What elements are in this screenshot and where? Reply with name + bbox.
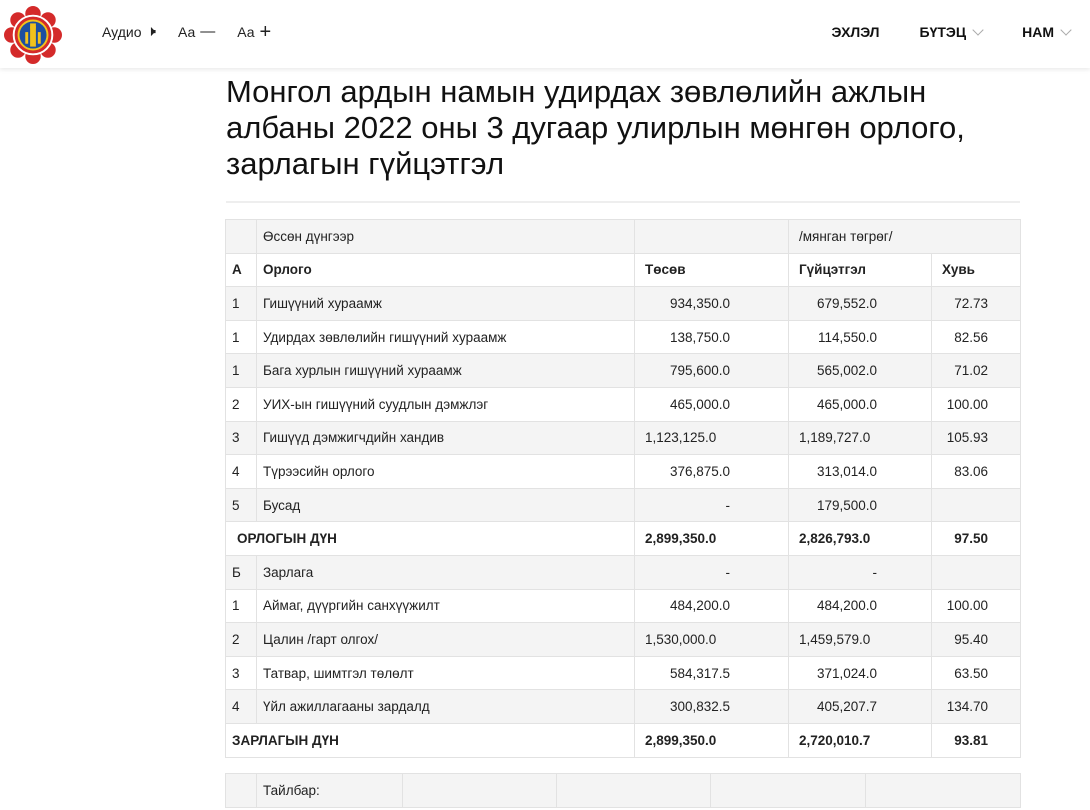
expense-budget: - (635, 555, 789, 589)
font-increase-label: Аа (237, 23, 255, 40)
row-budget: 376,875.0 (635, 455, 789, 489)
row-item: Татвар, шимтгэл төлөлт (257, 656, 635, 690)
expense-total-row (226, 723, 1021, 757)
row-actual: 179,500.0 (789, 488, 932, 522)
minus-icon: — (200, 23, 216, 40)
row-pct: 100.00 (932, 589, 1021, 623)
font-decrease-label: Аа (177, 23, 196, 40)
row-actual: 679,552.0 (789, 287, 932, 321)
row-pct: 71.02 (932, 354, 1021, 388)
row-item: Бага хурлын гишүүний хураамж (257, 354, 635, 388)
nav-home[interactable] (831, 24, 879, 40)
note-label: Тайлбар: (257, 774, 403, 808)
row-pct: 72.73 (932, 287, 1021, 321)
expense-actual: - (789, 555, 932, 589)
table-row (226, 354, 1021, 388)
row-pct: 105.93 (932, 421, 1021, 455)
unit-label: /мянган төгрөг/ (789, 220, 1021, 254)
row-pct: 83.06 (932, 455, 1021, 489)
income-total-row (226, 522, 1021, 556)
audio-label: Аудио (102, 23, 142, 40)
table-row (226, 421, 1021, 455)
font-increase-button[interactable] (237, 20, 272, 43)
row-actual: 405,207.7 (789, 690, 932, 724)
note-table (225, 773, 1021, 808)
table-row (226, 589, 1021, 623)
row-actual: 313,014.0 (789, 455, 932, 489)
row-budget: - (635, 488, 789, 522)
row-code: 1 (226, 287, 257, 321)
row-code: 3 (226, 656, 257, 690)
nav-structure-label: БҮТЭЦ (919, 24, 967, 40)
row-budget: 934,350.0 (635, 287, 789, 321)
table-row (226, 656, 1021, 690)
table-header-row (226, 253, 1021, 287)
audio-button[interactable] (102, 23, 156, 40)
expense-total-label: ЗАРЛАГЫН ДҮН (226, 723, 635, 757)
cumulative-label: Өссөн дүнгээр (257, 220, 635, 254)
table-row (226, 488, 1021, 522)
row-pct: 82.56 (932, 320, 1021, 354)
col-actual: Гүйцэтгэл (789, 253, 932, 287)
main-nav (791, 24, 1070, 40)
row-item: Үйл ажиллагааны зардалд (257, 690, 635, 724)
col-budget: Төсөв (635, 253, 789, 287)
row-actual: 565,002.0 (789, 354, 932, 388)
table-row (226, 220, 1021, 254)
row-budget: 138,750.0 (635, 320, 789, 354)
chevron-down-icon (972, 24, 983, 35)
row-actual: 371,024.0 (789, 656, 932, 690)
row-budget: 465,000.0 (635, 387, 789, 421)
finance-table (225, 219, 1021, 758)
income-total-budget: 2,899,350.0 (635, 522, 789, 556)
row-budget: 795,600.0 (635, 354, 789, 388)
row-pct: 100.00 (932, 387, 1021, 421)
row-code: 4 (226, 455, 257, 489)
row-code: 3 (226, 421, 257, 455)
table-row (226, 455, 1021, 489)
expense-code: Б (226, 555, 257, 589)
income-total-actual: 2,826,793.0 (789, 522, 932, 556)
row-pct: 134.70 (932, 690, 1021, 724)
accessibility-tools (102, 20, 293, 43)
col-code: А (226, 253, 257, 287)
party-logo[interactable] (4, 6, 62, 64)
note-row (226, 774, 1021, 808)
row-actual: 484,200.0 (789, 589, 932, 623)
expense-item: Зарлага (257, 555, 635, 589)
page-title: Монгол ардын намын удирдах зөвлөлийн ажлын албаны 2022 оны 3 дугаар улирлын мөнгөн орлого, зарлагын гүйцэтгэл (226, 74, 965, 181)
row-code: 1 (226, 589, 257, 623)
row-item: Түрээсийн орлого (257, 455, 635, 489)
col-item: Орлого (257, 253, 635, 287)
table-row (226, 320, 1021, 354)
row-item: Гишүүний хураамж (257, 287, 635, 321)
row-actual: 114,550.0 (789, 320, 932, 354)
row-budget: 584,317.5 (635, 656, 789, 690)
row-item: Цалин /гарт олгох/ (257, 623, 635, 657)
row-item: Гишүүд дэмжигчдийн хандив (257, 421, 635, 455)
row-actual: 1,189,727.0 (789, 421, 932, 455)
title-divider (226, 201, 1020, 203)
plus-icon: + (259, 20, 272, 43)
site-header (0, 0, 1090, 68)
row-item: Удирдах зөвлөлийн гишүүний хураамж (257, 320, 635, 354)
income-total-pct: 97.50 (932, 522, 1021, 556)
row-pct: 63.50 (932, 656, 1021, 690)
row-code: 5 (226, 488, 257, 522)
nav-structure[interactable] (920, 24, 983, 40)
col-pct: Хувь (932, 253, 1021, 287)
row-item: Аймаг, дүүргийн санхүүжилт (257, 589, 635, 623)
row-budget: 1,530,000.0 (635, 623, 789, 657)
nav-home-label: ЭХЛЭЛ (831, 24, 880, 40)
row-pct (932, 488, 1021, 522)
income-total-label: ОРЛОГЫН ДҮН (226, 522, 635, 556)
table-row (226, 690, 1021, 724)
table-row (226, 287, 1021, 321)
row-code: 4 (226, 690, 257, 724)
nav-party-label: НАМ (1022, 24, 1054, 40)
speaker-icon: 🕨 (146, 23, 156, 40)
row-actual: 465,000.0 (789, 387, 932, 421)
row-budget: 300,832.5 (635, 690, 789, 724)
row-code: 1 (226, 320, 257, 354)
expense-total-budget: 2,899,350.0 (635, 723, 789, 757)
table-row (226, 387, 1021, 421)
row-budget: 1,123,125.0 (635, 421, 789, 455)
row-code: 2 (226, 387, 257, 421)
row-item: Бусад (257, 488, 635, 522)
row-pct: 95.40 (932, 623, 1021, 657)
row-item: УИХ-ын гишүүний суудлын дэмжлэг (257, 387, 635, 421)
nav-party[interactable] (1022, 24, 1070, 40)
chevron-down-icon (1060, 24, 1071, 35)
row-actual: 1,459,579.0 (789, 623, 932, 657)
expense-header-row (226, 555, 1021, 589)
row-code: 1 (226, 354, 257, 388)
row-budget: 484,200.0 (635, 589, 789, 623)
table-row (226, 623, 1021, 657)
expense-total-actual: 2,720,010.7 (789, 723, 932, 757)
font-decrease-button[interactable] (178, 23, 215, 40)
row-code: 2 (226, 623, 257, 657)
expense-total-pct: 93.81 (932, 723, 1021, 757)
